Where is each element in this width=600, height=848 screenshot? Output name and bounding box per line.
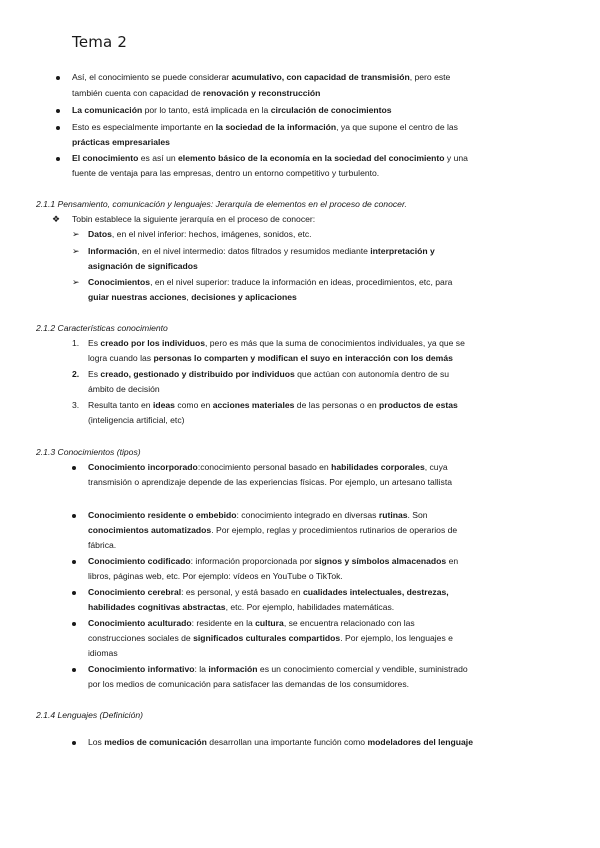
bold-text-run: ideas (152, 400, 175, 410)
text-run: . Son (407, 510, 428, 520)
text-line (88, 413, 184, 428)
text-line (88, 569, 343, 584)
bold-text-run: Datos (88, 229, 112, 239)
bold-text-run: decisiones y aplicaciones (191, 292, 297, 302)
bold-text-run: creado, gestionado y distribuido por individuos (100, 369, 295, 379)
text-line (88, 259, 198, 274)
arrow-bullet-icon: ➢ (72, 229, 80, 239)
bold-text-run: prácticas empresariales (72, 137, 170, 147)
text-run: Así, el conocimiento se puede considerar (72, 72, 232, 82)
text-run: , pero este (409, 72, 451, 82)
text-line (72, 103, 392, 118)
text-run: transmisión o aprendizaje depende de las experiencias físicas. Por ejemplo, un artesano tallista (88, 477, 453, 487)
bullet-icon (72, 668, 76, 672)
text-run: que actúan con autonomía dentro de su (294, 369, 450, 379)
text-run: Esto es especialmente importante en (72, 122, 216, 132)
bullet-icon (56, 126, 60, 130)
bold-text-run: Información (88, 246, 138, 256)
bold-text-run: Conocimiento aculturado (88, 618, 192, 628)
text-line (88, 508, 428, 523)
text-run: fuente de ventaja para las empresas, dentro un entorno competitivo y turbulento. (72, 168, 380, 178)
bold-text-run: conocimientos automatizados (88, 525, 212, 535)
text-line (88, 367, 449, 382)
section-heading-2-1-1: 2.1.1 Pensamiento, comunicación y lenguajes: Jerarquía de elementos en el proceso de conocer. (36, 199, 407, 209)
arrow-bullet-icon: ➢ (72, 246, 80, 256)
text-run: , etc. Por ejemplo, habilidades matemáticas. (225, 602, 395, 612)
text-run: Resulta tanto en (88, 400, 153, 410)
bullet-icon (72, 741, 76, 745)
bold-text-run: asignación de significados (88, 261, 198, 271)
text-run: , pero es más que la suma de conocimientos individuales, ya que se (205, 338, 465, 348)
text-run: (inteligencia artificial, etc) (88, 415, 185, 425)
bullet-icon (72, 591, 76, 595)
bold-text-run: cualidades intelectuales, destrezas, (302, 587, 449, 597)
text-run: logra cuando las (88, 353, 154, 363)
bold-text-run: productos de estas (378, 400, 458, 410)
text-line (88, 600, 394, 615)
text-run: . Por ejemplo, reglas y procedimientos rutinarios de operarios de (211, 525, 458, 535)
text-run: es así un (138, 153, 179, 163)
section-heading-2-1-2: 2.1.2 Características conocimiento (36, 323, 168, 333)
section-heading-2-1-3: 2.1.3 Conocimientos (tipos) (36, 447, 141, 457)
text-line (88, 275, 452, 290)
text-line (88, 244, 435, 259)
text-line (72, 86, 320, 101)
text-line (88, 382, 160, 397)
text-run: Tobin establece la siguiente jerarquía en el proceso de conocer: (72, 214, 316, 224)
list-number: 3. (72, 400, 80, 410)
text-line (88, 677, 409, 692)
list-number: 2. (72, 369, 80, 379)
text-line (88, 475, 452, 490)
text-run: ámbito de decisión (88, 384, 160, 394)
bold-text-run: renovación y reconstrucción (202, 88, 321, 98)
text-line (88, 398, 458, 413)
bold-text-run: creado por los individuos (100, 338, 205, 348)
text-run: Es (88, 338, 101, 348)
bullet-icon (72, 514, 76, 518)
text-line (72, 120, 458, 135)
text-run: es un conocimiento comercial y vendible, suministrado (257, 664, 468, 674)
text-run: desarrollan una importante función como (206, 737, 368, 747)
diamond-bullet-icon: ❖ (52, 214, 61, 224)
bold-text-run: modeladores del lenguaje (367, 737, 473, 747)
text-run: en (446, 556, 459, 566)
bold-text-run: habilidades cognitivas abstractas (88, 602, 226, 612)
bold-text-run: la sociedad de la información (215, 122, 337, 132)
bold-text-run: acciones materiales (212, 400, 295, 410)
text-run: : residente en la (191, 618, 256, 628)
text-run: . Por ejemplo, los lenguajes e (340, 633, 453, 643)
text-line (88, 646, 118, 661)
bold-text-run: significados culturales compartidos (193, 633, 341, 643)
text-line (88, 351, 453, 366)
text-line (88, 662, 468, 677)
text-line (88, 227, 312, 242)
text-run: idiomas (88, 648, 118, 658)
text-run: , en el nivel intermedio: datos filtrados y resumidos mediante (137, 246, 371, 256)
bold-text-run: signos y símbolos almacenados (314, 556, 447, 566)
text-run: libros, páginas web, etc. Por ejemplo: vídeos en YouTube o TikTok. (88, 571, 343, 581)
section-heading-2-1-4: 2.1.4 Lenguajes (Definición) (36, 710, 144, 720)
arrow-bullet-icon: ➢ (72, 277, 80, 287)
bullet-icon (72, 560, 76, 564)
text-line (88, 523, 457, 538)
text-line (72, 135, 170, 150)
bold-text-run: Conocimientos (88, 277, 151, 287)
bullet-icon (56, 157, 60, 161)
text-run: : la (194, 664, 209, 674)
text-run: : información proporcionada por (190, 556, 315, 566)
bold-text-run: personas lo comparten y modifican el suyo en interacción con los demás (153, 353, 453, 363)
bold-text-run: Conocimiento residente o embebido (88, 510, 237, 520)
text-run: : es personal, y está basado en (181, 587, 303, 597)
text-run: , en el nivel superior: traduce la información en ideas, procedimientos, etc, para (150, 277, 453, 287)
text-line (72, 70, 450, 85)
bold-text-run: información (208, 664, 258, 674)
bullet-icon (72, 466, 76, 470)
text-run: y una (444, 153, 468, 163)
text-line (88, 735, 473, 750)
page-title: Tema 2 (72, 33, 128, 51)
bold-text-run: Conocimiento informativo (88, 664, 195, 674)
bold-text-run: El conocimiento (72, 153, 139, 163)
text-run: , se encuentra relacionado con las (283, 618, 415, 628)
text-run: Es (88, 369, 101, 379)
text-line (88, 336, 465, 351)
text-run: : conocimiento integrado en diversas (236, 510, 379, 520)
text-line (72, 151, 468, 166)
bold-text-run: La comunicación (72, 105, 143, 115)
bold-text-run: interpretación y (370, 246, 435, 256)
bold-text-run: medios de comunicación (104, 737, 207, 747)
text-run: de las personas o en (294, 400, 379, 410)
text-run: fábrica. (88, 540, 117, 550)
bold-text-run: circulación de conocimientos (270, 105, 392, 115)
text-run: Los (88, 737, 105, 747)
text-run: , (186, 292, 192, 302)
bold-text-run: acumulativo, con capacidad de transmisión (231, 72, 410, 82)
text-run: por lo tanto, está implicada en la (142, 105, 271, 115)
bold-text-run: rutinas (378, 510, 408, 520)
bullet-icon (72, 622, 76, 626)
text-line (88, 554, 458, 569)
text-line (88, 290, 297, 305)
text-run: construcciones sociales de (88, 633, 194, 643)
bullet-icon (56, 109, 60, 113)
text-run: , ya que supone el centro de las (336, 122, 458, 132)
bullet-icon (56, 76, 60, 80)
text-line (88, 460, 448, 475)
text-run: :conocimiento personal basado en (197, 462, 332, 472)
text-line (72, 212, 315, 227)
text-line (88, 631, 453, 646)
text-run: por los medios de comunicación para satisfacer las demandas de los consumidores. (88, 679, 409, 689)
text-run: , cuya (424, 462, 448, 472)
list-number: 1. (72, 338, 80, 348)
bold-text-run: guiar nuestras acciones (88, 292, 187, 302)
text-run: como en (174, 400, 213, 410)
bold-text-run: elemento básico de la economía en la sociedad del conocimiento (178, 153, 445, 163)
text-line (72, 166, 379, 181)
bold-text-run: Conocimiento codificado (88, 556, 191, 566)
text-run: también cuenta con capacidad de (72, 88, 203, 98)
bold-text-run: habilidades corporales (331, 462, 425, 472)
text-line (88, 616, 415, 631)
text-line (88, 585, 449, 600)
text-run: , en el nivel inferior: hechos, imágenes, sonidos, etc. (111, 229, 312, 239)
bold-text-run: Conocimiento incorporado (88, 462, 198, 472)
text-line (88, 538, 116, 553)
bold-text-run: cultura (255, 618, 284, 628)
bold-text-run: Conocimiento cerebral (88, 587, 182, 597)
